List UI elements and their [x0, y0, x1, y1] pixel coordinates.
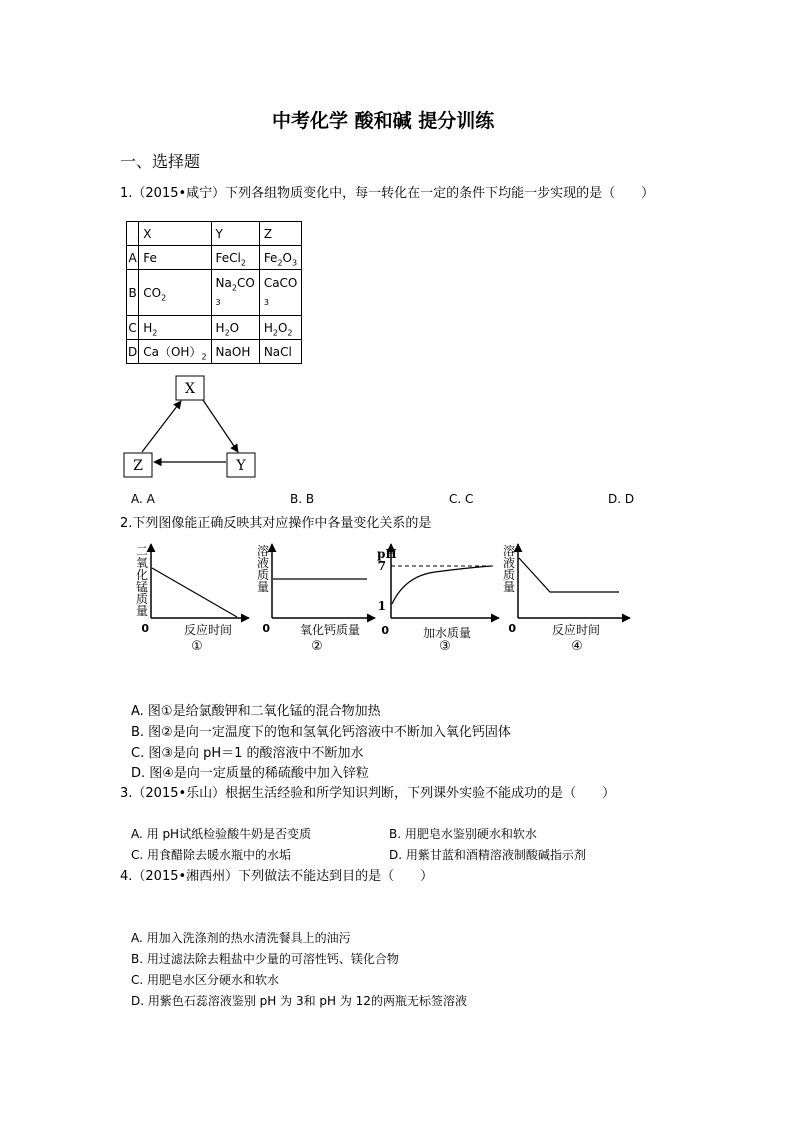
graph-3-ylabel: pH — [377, 547, 397, 561]
table-row — [127, 340, 302, 364]
cell-text: Fe — [143, 250, 157, 265]
q4-option-b[interactable]: B. 用过滤法除去粗盐中少量的可溶性钙、镁化合物 — [131, 952, 399, 966]
node-x-label: X — [185, 381, 195, 397]
node-z-label: Z — [133, 458, 143, 474]
cell-y — [211, 270, 259, 316]
cell-z — [259, 270, 302, 316]
page-title: 中考化学 酸和碱 提分训练 — [272, 110, 495, 132]
cell-x — [139, 270, 211, 316]
q1-option-d[interactable]: D. D — [608, 492, 635, 506]
cell-y — [211, 340, 259, 364]
cell-z — [259, 340, 302, 364]
q1-option-b[interactable]: B. B — [290, 492, 315, 506]
q2-option-d[interactable]: D. 图④是向一定质量的稀硫酸中加入锌粒 — [131, 766, 369, 781]
cell-x — [139, 316, 211, 340]
question-3-stem: 3.（2015•乐山）根据生活经验和所学知识判断，下列课外实验不能成功的是（ ） — [120, 786, 616, 801]
cell-subscript: 2 — [224, 327, 230, 337]
cell-text: FeCl — [215, 250, 241, 265]
cell-text: O — [277, 320, 288, 335]
q2-option-a[interactable]: A. 图①是给氯酸钾和二氧化锰的混合物加热 — [131, 704, 381, 719]
q2-graphs — [125, 538, 645, 658]
cell-text: CaCO — [263, 275, 298, 290]
graph-3-curve — [392, 566, 491, 604]
graph-1 — [141, 544, 249, 654]
q1-option-a[interactable]: A. A — [131, 492, 155, 506]
cell-subscript: 2 — [240, 257, 246, 267]
table-corner-cell — [127, 222, 139, 246]
cell-text: NaCl — [263, 344, 292, 359]
graph-1-ylabel: 二氧化锰质量 — [136, 544, 149, 618]
row-label: C — [127, 316, 139, 340]
cell-subscript: 3 — [292, 257, 298, 267]
cell-x — [139, 246, 211, 270]
cell-subscript: 3 — [215, 297, 221, 307]
graph-1-xlabel: 反应时间 — [183, 623, 233, 637]
cell-text: CO — [143, 285, 162, 300]
q4-option-a[interactable]: A. 用加入洗涤剂的热水清洗餐具上的油污 — [131, 931, 351, 945]
graph-4-xlabel: 反应时间 — [551, 623, 601, 637]
cell-subscript: 2 — [277, 257, 283, 267]
cell-subscript: 3 — [263, 297, 269, 307]
q1-option-c[interactable]: C. C — [449, 492, 474, 506]
graph-2-number: ② — [311, 639, 323, 654]
graph-2-xlabel: 氧化钙质量 — [299, 623, 361, 637]
cell-x — [139, 340, 211, 364]
q3-option-b[interactable]: B. 用肥皂水鉴别硬水和软水 — [389, 827, 537, 841]
graph-2-ylabel: 溶液质量 — [257, 544, 270, 594]
q3-option-a[interactable]: A. 用 pH试纸检验酸牛奶是否变质 — [131, 827, 312, 841]
graph-3-xlabel: 加水质量 — [422, 626, 472, 640]
graph-1-number: ① — [191, 639, 203, 654]
graph-4-ylabel: 溶液质量 — [503, 544, 516, 594]
graph-3-number: ③ — [439, 639, 451, 654]
table-row — [127, 270, 302, 316]
question-2-stem: 2.下列图像能正确反映其对应操作中各量变化关系的是 — [120, 516, 432, 531]
graph-2 — [262, 544, 375, 654]
graph-4-number: ④ — [571, 639, 583, 654]
cell-y — [211, 316, 259, 340]
cell-text: Na — [215, 275, 232, 290]
question-1-stem: 1.（2015•咸宁）下列各组物质变化中，每一转化在一定的条件下均能一步实现的是（ ） — [120, 186, 655, 201]
question-1-table — [126, 221, 302, 364]
graph-4-origin: 0 — [508, 622, 516, 635]
cell-text: H — [215, 320, 225, 335]
cell-subscript: 2 — [161, 292, 167, 302]
conversion-triangle-diagram — [110, 370, 270, 485]
q2-option-c[interactable]: C. 图③是向 pH＝1 的酸溶液中不断加水 — [131, 746, 364, 761]
arrow-x-to-y — [203, 400, 238, 452]
q4-option-c[interactable]: C. 用肥皂水区分硬水和软水 — [131, 973, 280, 987]
cell-text: O — [229, 320, 240, 335]
q4-option-d[interactable]: D. 用紫色石蕊溶液鉴别 pH 为 3和 pH 为 12的两瓶无标签溶液 — [131, 994, 467, 1008]
table-row — [127, 246, 302, 270]
graph-1-curve — [152, 568, 237, 617]
q3-option-c[interactable]: C. 用食醋除去暖水瓶中的水垢 — [131, 848, 292, 862]
node-y-label: Y — [236, 458, 246, 474]
graph-3-tick-7: 7 — [377, 559, 386, 573]
section-heading: 一、选择题 — [120, 152, 201, 171]
row-label: B — [127, 270, 139, 316]
cell-z — [259, 246, 302, 270]
graph-2-origin: 0 — [262, 622, 270, 635]
table-header-z: Z — [259, 222, 302, 246]
arrow-z-to-x — [142, 401, 181, 452]
cell-subscript: 2 — [201, 352, 207, 362]
graph-3-origin: 0 — [381, 624, 389, 637]
table-row — [127, 316, 302, 340]
cell-subscript: 2 — [272, 327, 278, 337]
table-header-x: X — [139, 222, 211, 246]
graph-3 — [377, 544, 499, 654]
cell-text: H — [143, 320, 153, 335]
q3-option-d[interactable]: D. 用紫甘蓝和酒精溶液制酸碱指示剂 — [389, 848, 586, 862]
cell-subscript: 2 — [287, 327, 293, 337]
question-4-stem: 4.（2015•湘西州）下列做法不能达到目的是（ ） — [120, 869, 434, 884]
cell-text: CO — [236, 275, 255, 290]
cell-y — [211, 246, 259, 270]
cell-subscript: 2 — [231, 282, 237, 292]
row-label: A — [127, 246, 139, 270]
cell-text: O — [282, 250, 292, 265]
cell-subscript: 2 — [152, 327, 158, 337]
graph-4-curve — [519, 558, 619, 592]
cell-text: H — [263, 320, 273, 335]
graph-1-origin: 0 — [141, 622, 149, 635]
cell-z — [259, 316, 302, 340]
row-label: D — [127, 340, 139, 364]
graph-4 — [508, 544, 630, 654]
cell-text: NaOH — [215, 344, 251, 359]
graph-3-tick-1: 1 — [377, 599, 386, 613]
cell-text: Fe — [263, 250, 278, 265]
q2-option-b[interactable]: B. 图②是向一定温度下的饱和氢氧化钙溶液中不断加入氧化钙固体 — [131, 725, 511, 740]
table-header-y: Y — [211, 222, 259, 246]
cell-text: Ca（OH） — [143, 345, 202, 359]
